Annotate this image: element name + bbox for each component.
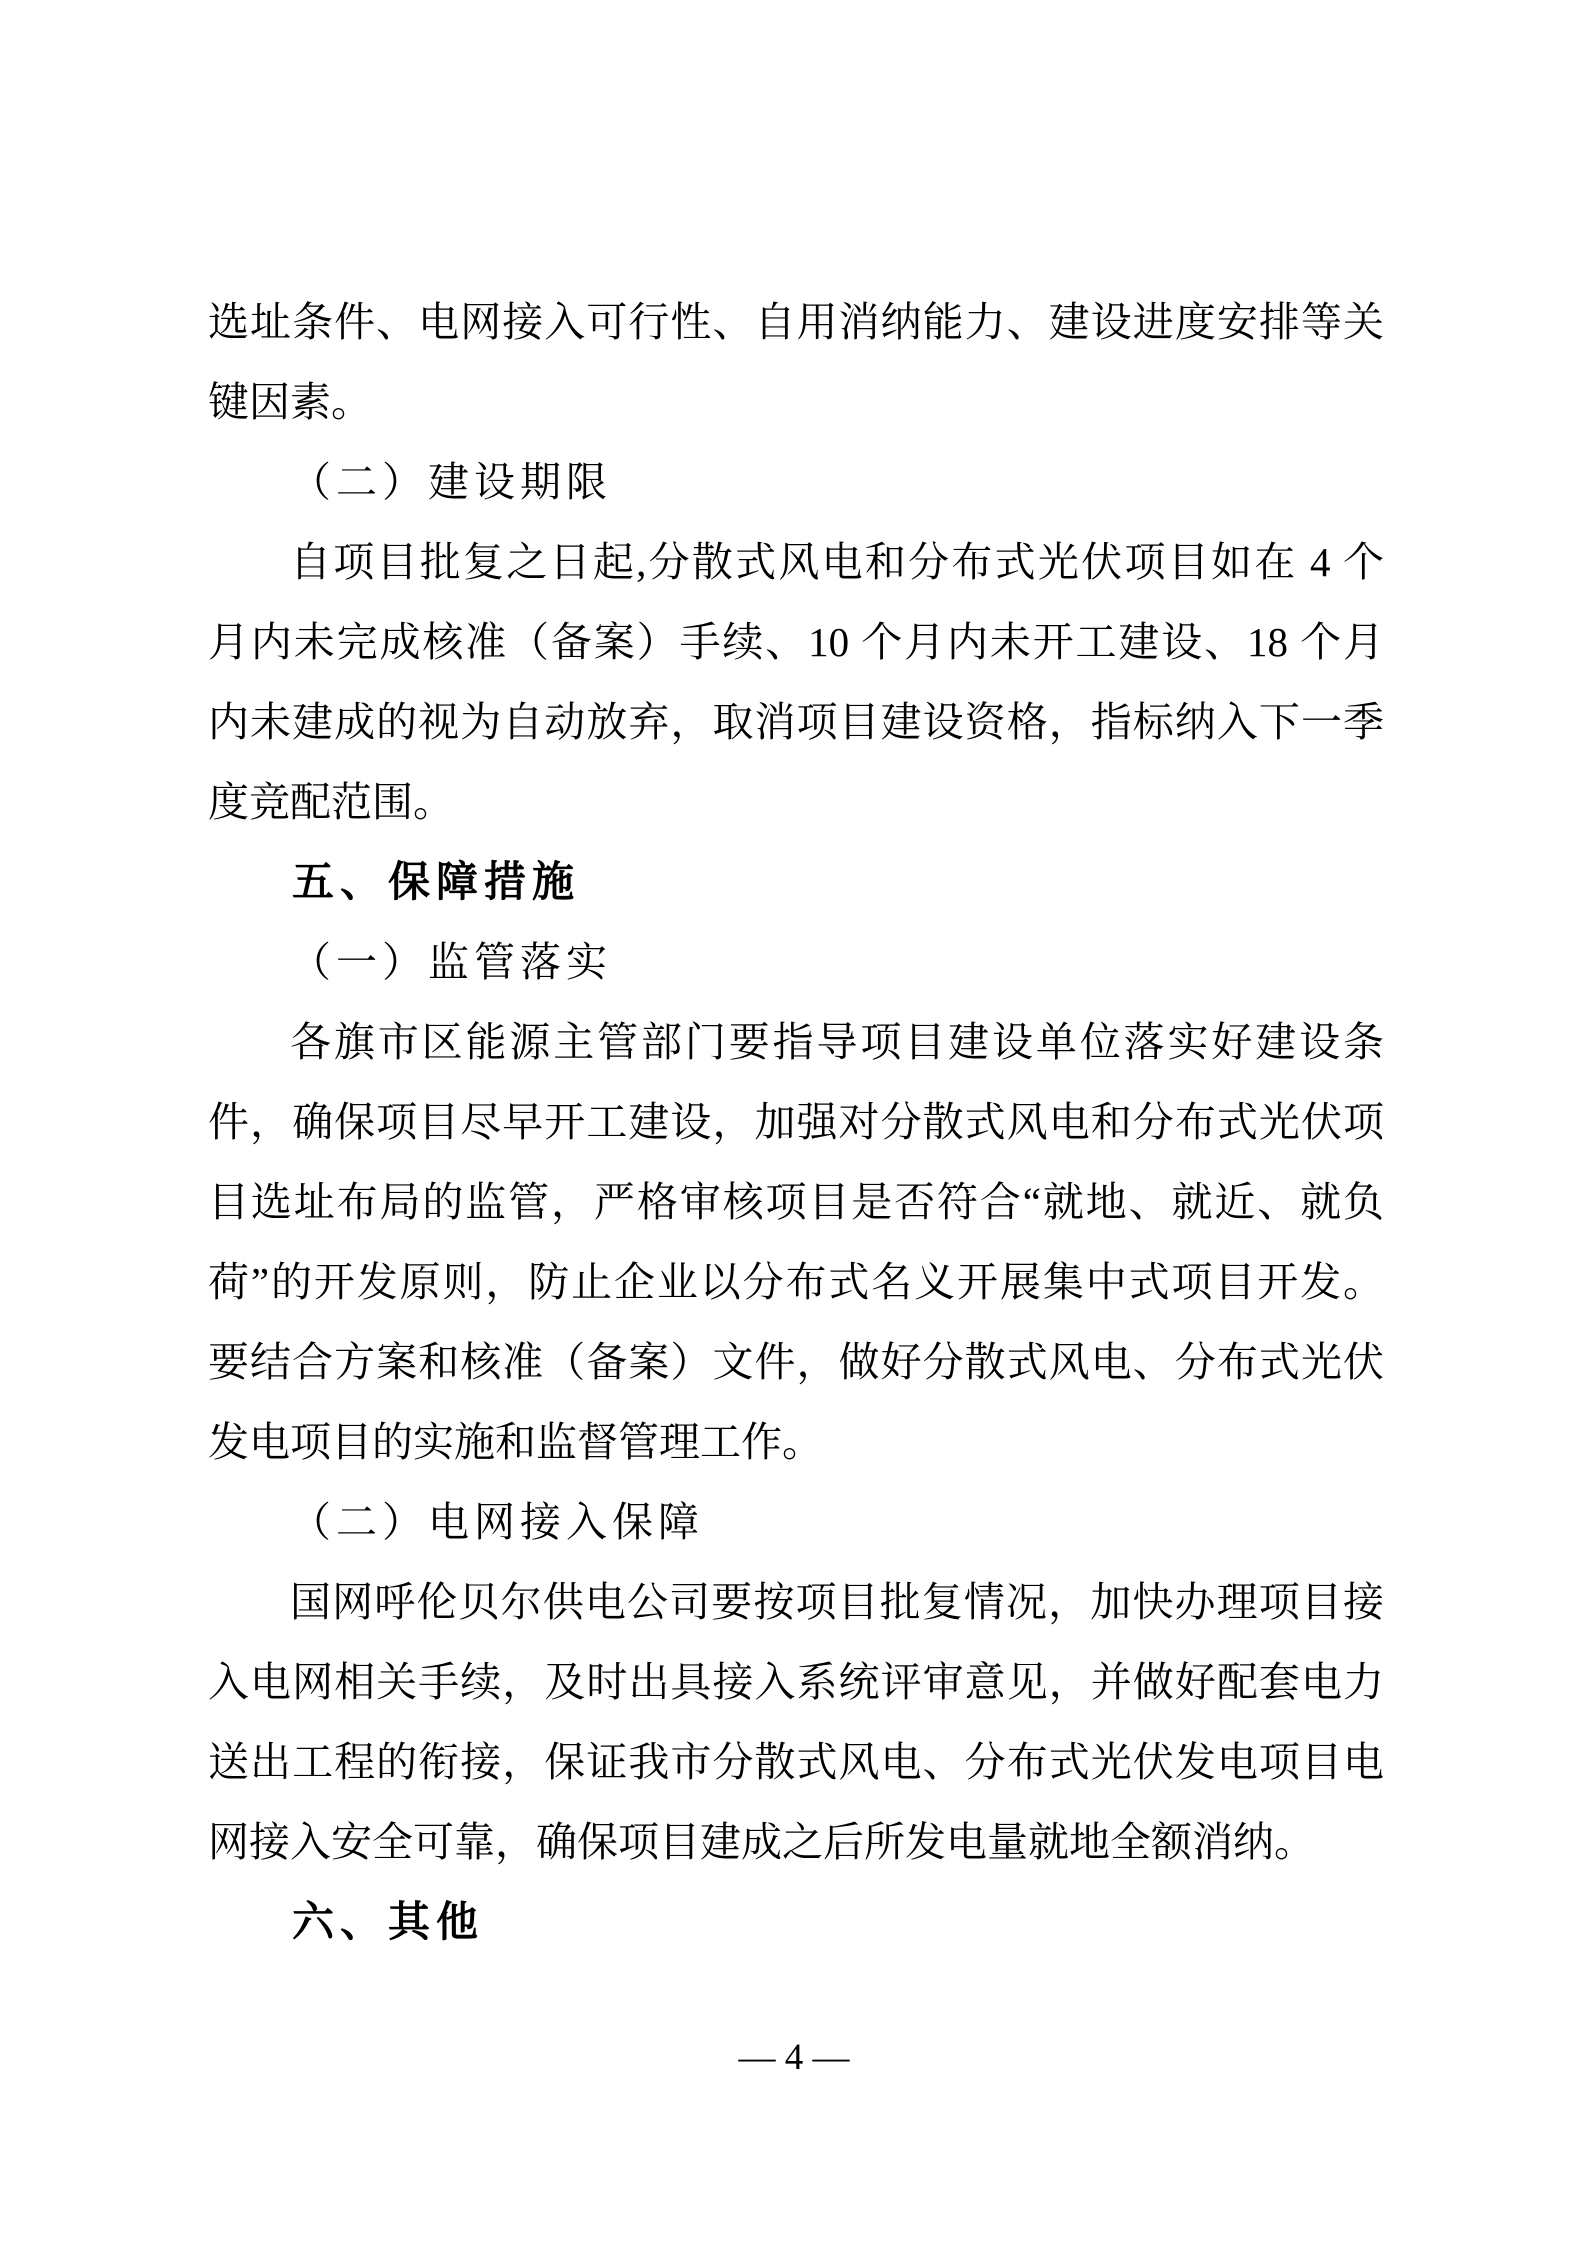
section-heading: 五、保障措施 — [292, 858, 581, 905]
text-line: 目选址布局的监管，严格审核项目是否符合“就地、就近、就负 — [208, 1179, 1384, 1225]
document-body — [208, 282, 1384, 1962]
text-line: 网接入安全可靠，确保项目建成之后所发电量就地全额消纳。 — [208, 1819, 1315, 1865]
subsection-heading: （一）监管落实 — [290, 939, 612, 985]
text-line: 国网呼伦贝尔供电公司要按项目批复情况，加快办理项目接 — [290, 1579, 1384, 1625]
text-line: 入电网相关手续，及时出具接入系统评审意见，并做好配套电力 — [208, 1659, 1384, 1705]
subsection-heading: （二）建设期限 — [290, 459, 612, 505]
section-heading: 六、其他 — [292, 1898, 485, 1945]
text-line: 送出工程的衔接，保证我市分散式风电、分布式光伏发电项目电 — [208, 1739, 1384, 1785]
text-line: 度竞配范围。 — [208, 779, 454, 825]
text-line: 月内未完成核准（备案）手续、10 个月内未开工建设、18 个月 — [208, 619, 1384, 665]
text-line: 选址条件、电网接入可行性、自用消纳能力、建设进度安排等关 — [208, 299, 1384, 345]
text-line: 荷”的开发原则，防止企业以分布式名义开展集中式项目开发。 — [208, 1259, 1384, 1305]
text-line: 发电项目的实施和监督管理工作。 — [208, 1419, 823, 1465]
text-line: 件，确保项目尽早开工建设，加强对分散式风电和分布式光伏项 — [208, 1099, 1384, 1145]
text-line: 各旗市区能源主管部门要指导项目建设单位落实好建设条 — [290, 1019, 1384, 1065]
page-number: — 4 — — [738, 2037, 850, 2078]
text-line: 自项目批复之日起,分散式风电和分布式光伏项目如在 4 个 — [290, 539, 1384, 585]
text-line: 内未建成的视为自动放弃，取消项目建设资格，指标纳入下一季 — [208, 699, 1384, 745]
text-line: 键因素。 — [208, 379, 372, 425]
text-line: 要结合方案和核准（备案）文件，做好分散式风电、分布式光伏 — [208, 1339, 1384, 1385]
subsection-heading: （二）电网接入保障 — [290, 1499, 704, 1545]
